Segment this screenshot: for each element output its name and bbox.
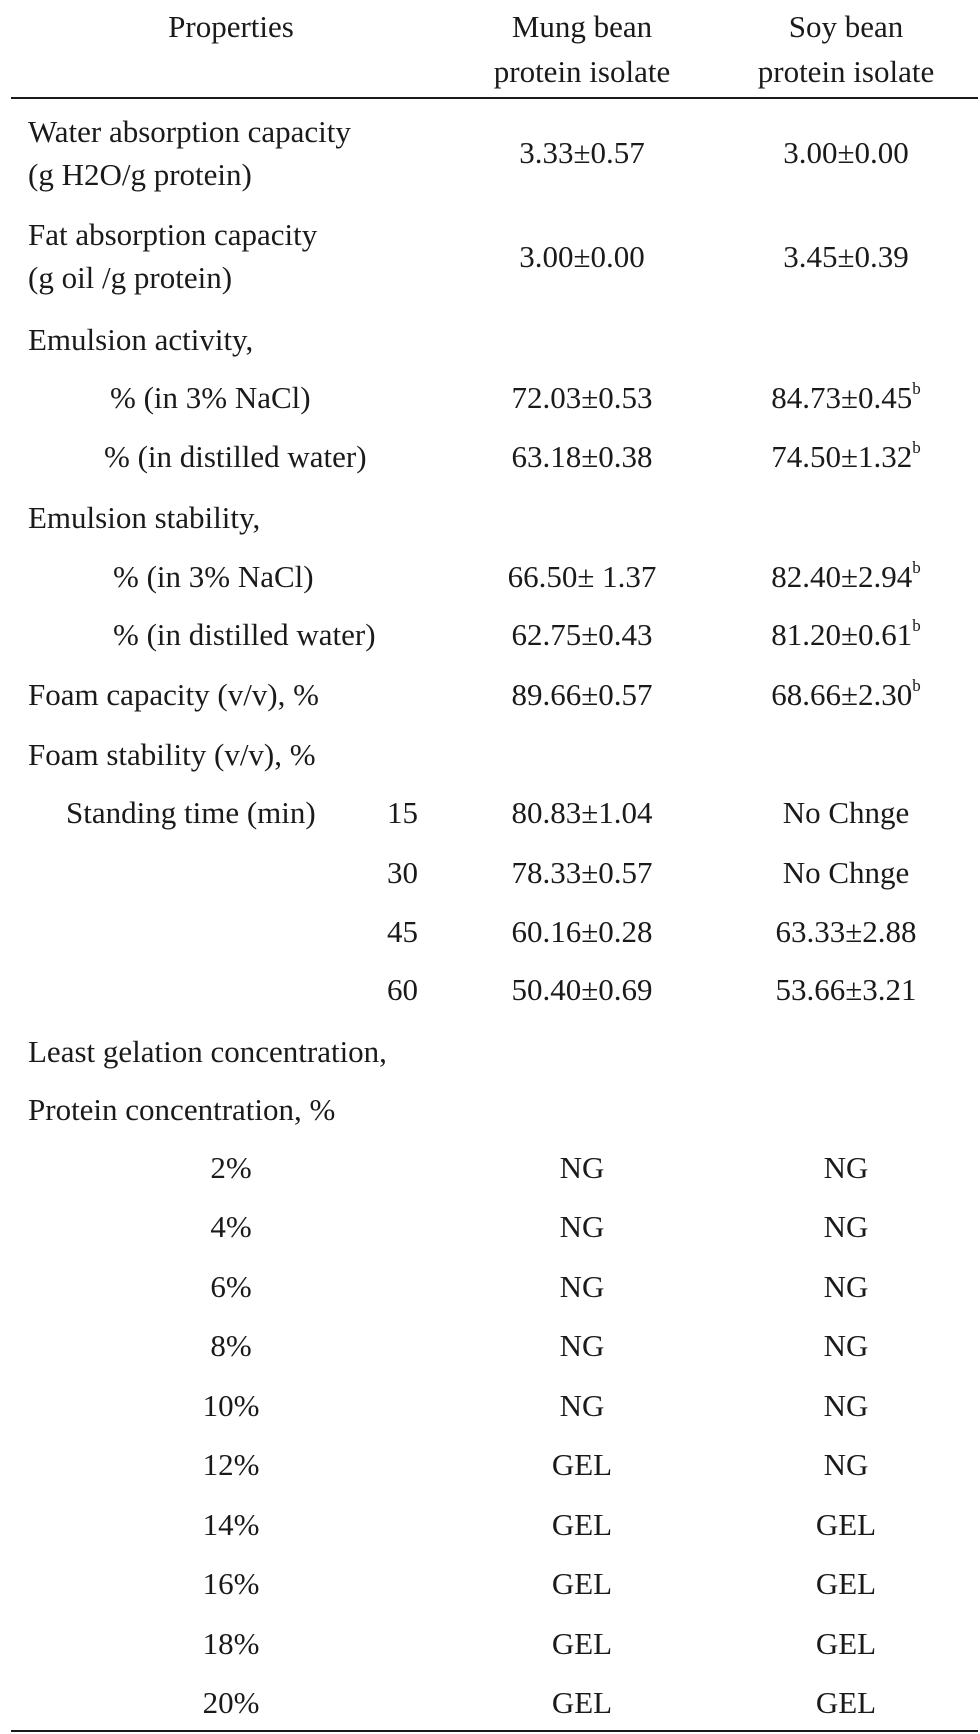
header-rule xyxy=(11,97,978,99)
gelation-2-soy: NG xyxy=(823,1150,869,1185)
emulsion-stability-nacl-soy xyxy=(726,559,966,595)
least-gelation-label: Least gelation concentration, xyxy=(28,1034,387,1069)
fat-absorption-label-line1: Fat absorption capacity xyxy=(28,217,318,252)
gelation-conc-10: 10% xyxy=(202,1388,260,1423)
foam-stability-30-mung: 78.33±0.57 xyxy=(511,855,653,890)
value: 74.50±1.32 xyxy=(771,439,913,474)
header-properties: Properties xyxy=(168,9,294,44)
gelation-conc-8: 8% xyxy=(210,1328,252,1363)
header-mung-line2: protein isolate xyxy=(493,54,671,89)
protein-concentration-label: Protein concentration, % xyxy=(28,1092,336,1127)
emulsion-activity-nacl-soy xyxy=(726,380,966,416)
value: 68.66±2.30 xyxy=(771,677,913,712)
gelation-conc-4: 4% xyxy=(210,1209,252,1244)
gelation-14-soy: GEL xyxy=(815,1507,877,1542)
superscript-note: b xyxy=(912,557,921,577)
foam-stability-60-soy: 53.66±3.21 xyxy=(775,972,917,1007)
gelation-conc-14: 14% xyxy=(202,1507,260,1542)
gelation-16-mung: GEL xyxy=(551,1566,613,1601)
emulsion-activity-nacl-label: % (in 3% NaCl) xyxy=(110,380,311,415)
gelation-conc-12: 12% xyxy=(202,1447,260,1482)
gelation-10-mung: NG xyxy=(559,1388,605,1423)
superscript-note: b xyxy=(912,675,921,695)
water-absorption-mung: 3.33±0.57 xyxy=(519,135,645,170)
gelation-conc-2: 2% xyxy=(210,1150,252,1185)
emulsion-stability-nacl-mung: 66.50± 1.37 xyxy=(507,559,657,594)
header-soy-line2: protein isolate xyxy=(757,54,935,89)
value: 81.20±0.61 xyxy=(771,617,913,652)
gelation-4-soy: NG xyxy=(823,1209,869,1244)
gelation-10-soy: NG xyxy=(823,1388,869,1423)
foam-stability-15-mung: 80.83±1.04 xyxy=(511,795,653,830)
gelation-8-soy: NG xyxy=(823,1328,869,1363)
superscript-note: b xyxy=(912,378,921,398)
foam-stability-15-soy: No Chnge xyxy=(782,795,910,830)
gelation-2-mung: NG xyxy=(559,1150,605,1185)
header-soy-line1: Soy bean xyxy=(788,9,904,44)
fat-absorption-soy: 3.45±0.39 xyxy=(783,239,909,274)
foam-stability-60-mung: 50.40±0.69 xyxy=(511,972,653,1007)
gelation-conc-16: 16% xyxy=(202,1566,260,1601)
emulsion-activity-label: Emulsion activity, xyxy=(28,322,254,357)
value: 82.40±2.94 xyxy=(771,559,913,594)
value: 84.73±0.45 xyxy=(771,380,913,415)
foam-stability-45-mung: 60.16±0.28 xyxy=(511,914,653,949)
header-mung-line1: Mung bean xyxy=(511,9,653,44)
gelation-conc-18: 18% xyxy=(202,1626,260,1661)
gelation-6-soy: NG xyxy=(823,1269,869,1304)
emulsion-activity-water-label: % (in distilled water) xyxy=(104,439,367,474)
gelation-14-mung: GEL xyxy=(551,1507,613,1542)
emulsion-activity-water-soy xyxy=(726,439,966,475)
gelation-20-soy: GEL xyxy=(815,1685,877,1720)
fat-absorption-mung: 3.00±0.00 xyxy=(519,239,645,274)
standing-time-30: 30 xyxy=(387,855,418,890)
foam-capacity-soy xyxy=(726,677,966,713)
emulsion-stability-water-mung: 62.75±0.43 xyxy=(511,617,653,652)
gelation-conc-6: 6% xyxy=(210,1269,252,1304)
fat-absorption-label-line2: (g oil /g protein) xyxy=(28,260,233,295)
water-absorption-soy: 3.00±0.00 xyxy=(783,135,909,170)
foam-capacity-label: Foam capacity (v/v), % xyxy=(28,677,319,712)
superscript-note: b xyxy=(912,615,921,635)
standing-time-label: Standing time (min) xyxy=(66,795,316,830)
emulsion-activity-nacl-mung: 72.03±0.53 xyxy=(511,380,653,415)
gelation-18-soy: GEL xyxy=(815,1626,877,1661)
emulsion-stability-label: Emulsion stability, xyxy=(28,500,261,535)
water-absorption-label-line2: (g H2O/g protein) xyxy=(28,157,252,192)
foam-stability-45-soy: 63.33±2.88 xyxy=(775,914,917,949)
gelation-conc-20: 20% xyxy=(202,1685,260,1720)
emulsion-stability-water-soy xyxy=(726,617,966,653)
gelation-18-mung: GEL xyxy=(551,1626,613,1661)
foam-stability-30-soy: No Chnge xyxy=(782,855,910,890)
gelation-12-soy: NG xyxy=(823,1447,869,1482)
bottom-rule xyxy=(11,1730,978,1732)
gelation-8-mung: NG xyxy=(559,1328,605,1363)
foam-stability-label: Foam stability (v/v), % xyxy=(28,737,316,772)
standing-time-15: 15 xyxy=(387,795,418,830)
water-absorption-label-line1: Water absorption capacity xyxy=(28,114,351,149)
standing-time-45: 45 xyxy=(387,914,418,949)
gelation-16-soy: GEL xyxy=(815,1566,877,1601)
gelation-6-mung: NG xyxy=(559,1269,605,1304)
emulsion-activity-water-mung: 63.18±0.38 xyxy=(511,439,653,474)
emulsion-stability-water-label: % (in distilled water) xyxy=(113,617,376,652)
gelation-4-mung: NG xyxy=(559,1209,605,1244)
gelation-12-mung: GEL xyxy=(551,1447,613,1482)
standing-time-60: 60 xyxy=(387,972,418,1007)
gelation-20-mung: GEL xyxy=(551,1685,613,1720)
emulsion-stability-nacl-label: % (in 3% NaCl) xyxy=(113,559,314,594)
superscript-note: b xyxy=(912,437,921,457)
foam-capacity-mung: 89.66±0.57 xyxy=(511,677,653,712)
